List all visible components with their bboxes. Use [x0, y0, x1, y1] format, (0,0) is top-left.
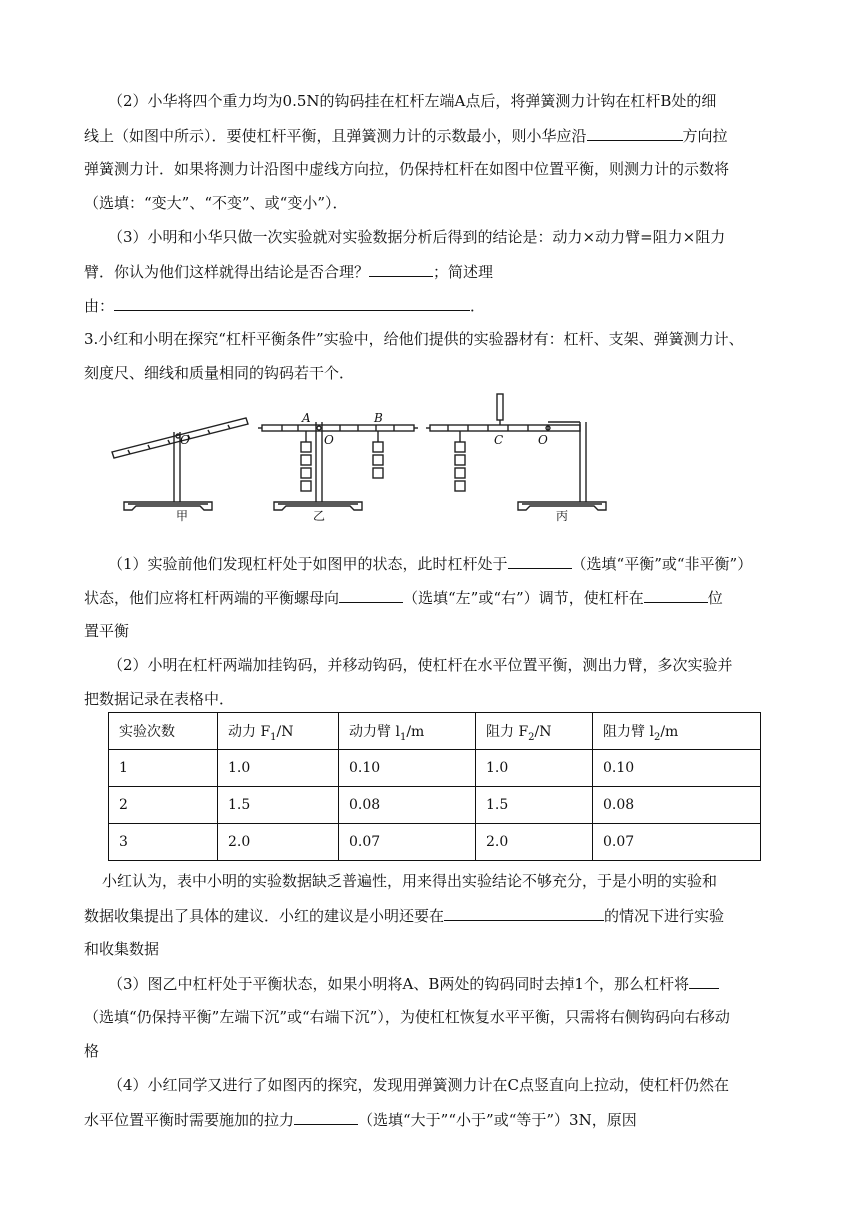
q2-part2-line3: 弹簧测力计．如果将测力计沿图中虚线方向拉，仍保持杠杆在如图中位置平衡，则测力计的示数将: [84, 160, 730, 178]
q3-part1-line2-mid: （选填“左”或“右”）调节，使杠杆在: [403, 589, 644, 607]
figure-yi-point-a: A: [302, 411, 311, 425]
table-cell: 0.10: [339, 750, 476, 787]
table-cell: 0.07: [593, 824, 761, 861]
table-cell: 1.0: [218, 750, 339, 787]
q3-part1-line1-text: （1）实验前他们发现杠杆处于如图甲的状态，此时杠杆处于: [108, 555, 508, 573]
after-table-line2-text: 数据收集提出了具体的建议．小红的建议是小明还要在: [84, 907, 445, 925]
answer-blank-reasonable[interactable]: [369, 261, 433, 277]
q2-part3-line2-text: 臂．你认为他们这样就得出结论是否合理？: [84, 263, 370, 281]
table-row: [109, 787, 761, 824]
experiment-data-table: [108, 712, 761, 861]
q3-part3-line1: [108, 973, 719, 994]
q3-part1-line2-tail: 位: [707, 589, 723, 607]
q3-part4-line2-text: 水平位置平衡时需要施加的拉力: [84, 1111, 295, 1129]
q3-part1-line1-tail: （选填“平衡”或“非平衡”）: [571, 555, 753, 573]
after-table-line2-tail: 的情况下进行实验: [604, 907, 725, 925]
q3-intro-line1: 3.小红和小明在探究“杠杆平衡条件”实验中，给他们提供的实验器材有：杠杆、支架、弹簧测力计、: [84, 330, 744, 348]
q2-part2-line4: （选填：“变大”、“不变”、或“变小”）．: [84, 194, 348, 212]
table-cell: 1: [109, 750, 218, 787]
answer-blank-force-compare[interactable]: [294, 1109, 358, 1125]
figure-yi-point-o: O: [324, 433, 334, 447]
table-header-row: [109, 713, 761, 750]
table-cell: 2.0: [476, 824, 593, 861]
answer-blank-state[interactable]: [508, 553, 572, 569]
q3-part4-line1: （4）小红同学又进行了如图丙的探究，发现用弹簧测力计在C点竖直向上拉动，使杠杆仍然在: [108, 1076, 730, 1094]
table-header-cell: 动力 $F_1/N$: [218, 713, 339, 750]
table-header-cell: 实验次数: [109, 713, 218, 750]
q3-part3-line1-text: （3）图乙中杠杆处于平衡状态，如果小明将A、B两处的钩码同时去掉1个，那么杠杆将: [108, 975, 689, 993]
q2-part3-line3-tail: ．: [470, 297, 486, 315]
q3-part1-line2-text: 状态，他们应将杠杆两端的平衡螺母向: [84, 589, 340, 607]
table-cell: 1.5: [476, 787, 593, 824]
q3-part4-line2: [84, 1109, 637, 1130]
table-cell: 0.07: [339, 824, 476, 861]
q2-part2-line2-text: 线上（如图中所示）．要使杠杆平衡，且弹簧测力计的示数最小，则小华应沿: [84, 127, 587, 145]
answer-blank-suggestion[interactable]: [444, 905, 604, 921]
answer-blank-reason[interactable]: [114, 295, 470, 311]
table-cell: 0.08: [339, 787, 476, 824]
figure-bing-point-c: C: [494, 433, 504, 447]
table-header-cell: 阻力 $F_2/N$: [476, 713, 593, 750]
q3-part2-line2: 把数据记录在表格中．: [84, 690, 235, 708]
figure-yi-point-b: B: [374, 411, 383, 425]
lever-figure: [108, 392, 608, 522]
q3-intro-line2: 刻度尺、细线和质量相同的钩码若干个．: [84, 364, 355, 382]
figure-bing-point-o: O: [538, 433, 548, 447]
q2-part3-line2: [84, 261, 493, 282]
table-cell: 2.0: [218, 824, 339, 861]
q3-part4-line2-tail: （选填“大于”“小于”或“等于”）3N，原因: [358, 1111, 637, 1129]
q3-part1-line2: [84, 587, 723, 608]
figure-bing-lever: [426, 394, 606, 510]
q3-part1-line1: [108, 553, 752, 574]
q2-part3-line3-text: 由：: [84, 297, 115, 315]
q3-part3-line2: （选填“仍保持平衡”左端下沉”或“右端下沉”），为使杠杠恢复水平平衡，只需将右侧钩码向右移动: [84, 1008, 730, 1026]
figure-label-yi: 乙: [313, 509, 326, 523]
answer-blank-pull-direction[interactable]: [587, 125, 683, 141]
q2-part3-line2-tail: ；简述理: [433, 263, 494, 281]
after-table-line3: 和收集数据: [84, 940, 160, 958]
q2-part2-line2-tail: 方向拉: [682, 127, 728, 145]
q3-part2-line1: （2）小明在杠杆两端加挂钩码，并移动钩码，使杠杆在水平位置平衡，测出力臂，多次实验并: [108, 656, 733, 674]
figure-label-jia: 甲: [176, 509, 189, 523]
answer-blank-position[interactable]: [644, 587, 708, 603]
after-table-line1: 小红认为，表中小明的实验数据缺乏普遍性，用来得出实验结论不够充分，于是小明的实验和: [102, 872, 718, 890]
after-table-line2: [84, 905, 724, 926]
table-cell: 1.5: [218, 787, 339, 824]
figure-jia-point-o: O: [180, 433, 190, 447]
table-cell: 3: [109, 824, 218, 861]
table-cell: 0.10: [593, 750, 761, 787]
table-header-cell: 阻力臂 $l_2/m$: [593, 713, 761, 750]
table-cell: 1.0: [476, 750, 593, 787]
q2-part2-line1: （2）小华将四个重力均为0.5N的钩码挂在杠杆左端A点后，将弹簧测力计钩在杠杆B处的细: [108, 92, 717, 110]
table-cell: 0.08: [593, 787, 761, 824]
figure-jia-lever: [112, 418, 248, 510]
q3-part3-line3: 格: [84, 1042, 100, 1060]
table-header-cell: 动力臂 $l_1/m$: [339, 713, 476, 750]
table-row: [109, 750, 761, 787]
answer-blank-nut-direction[interactable]: [339, 587, 403, 603]
q2-part2-line2: [84, 125, 728, 146]
q2-part3-line1: （3）小明和小华只做一次实验就对实验数据分析后得到的结论是：动力×动力臂=阻力×阻力: [108, 228, 726, 246]
table-row: [109, 824, 761, 861]
table-cell: 2: [109, 787, 218, 824]
q3-part1-line3: 置平衡: [84, 622, 130, 640]
figure-label-bing: 丙: [556, 509, 569, 523]
lever-diagrams: [108, 392, 608, 522]
answer-blank-lever-result[interactable]: [689, 973, 719, 989]
figure-yi-lever: [258, 422, 418, 510]
q2-part3-line3: [84, 295, 485, 316]
